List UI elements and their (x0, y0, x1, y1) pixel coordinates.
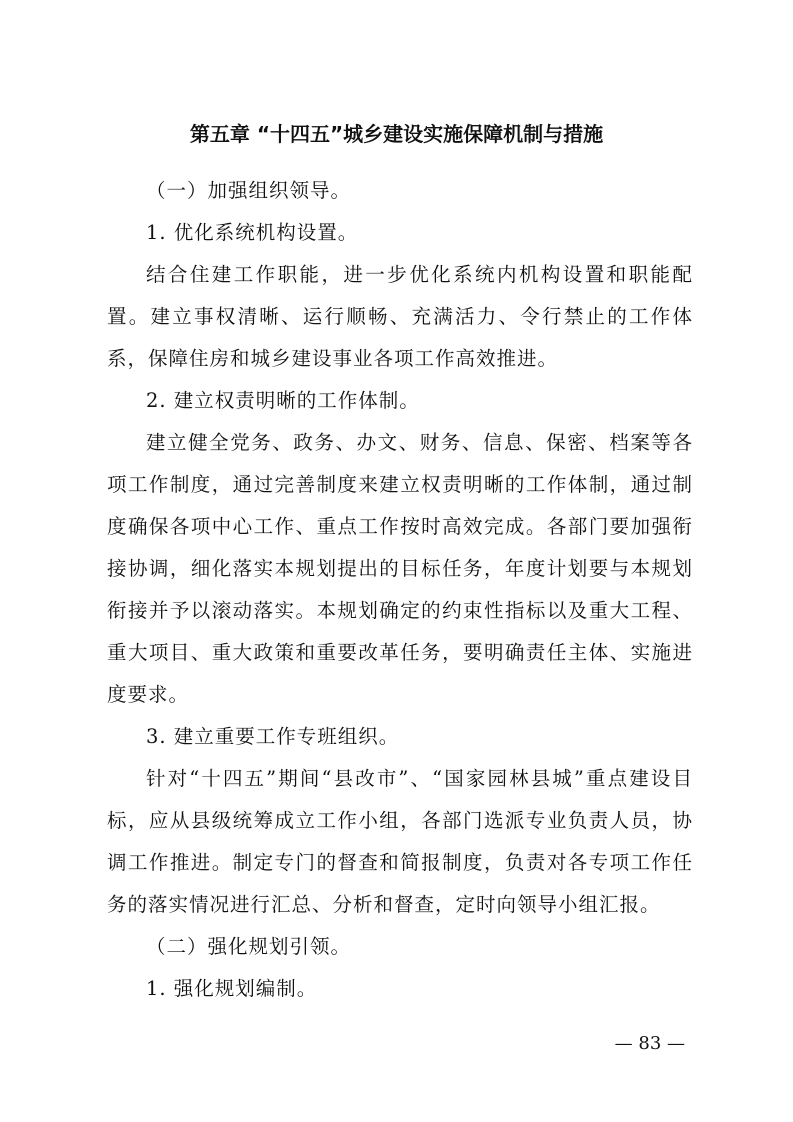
subsection-heading-1-1: 1. 优化系统机构设置。 (146, 221, 359, 244)
chapter-title: 第五章 “十四五”城乡建设实施保障机制与措施 (189, 122, 604, 146)
subsection-heading-1-3: 3. 建立重要工作专班组织。 (146, 725, 400, 748)
subsection-heading-2-1: 1. 强化规划编制。 (146, 977, 318, 1000)
section-heading-1: （一）加强组织领导。 (146, 179, 352, 202)
section-heading-2: （二）强化规划引领。 (146, 935, 352, 958)
paragraph-2: 建立健全党务、政务、办文、财务、信息、保密、档案等各项工作制度，通过完善制度来建立权责明晰的工作体制，通过制度确保各项中心工作、重点工作按时高效完成。各部门要加强衔接协调，细化落实本规划提出的目标任务，年度计划要与本规划衔接并予以滚动落实。本规划确定的约束性指标以及重大工程、重大项目、重大政策和重要改革任务，要明确责任主体、实施进度要求。 (107, 431, 693, 706)
document-body (107, 170, 693, 1010)
paragraph-1: 结合住建工作职能，进一步优化系统内机构设置和职能配置。建立事权清晰、运行顺畅、充满活力、令行禁止的工作体系，保障住房和城乡建设事业各项工作高效推进。 (107, 263, 693, 370)
paragraph-3: 针对“十四五”期间“县改市”、“国家园林县城”重点建设目标，应从县级统筹成立工作小组，各部门选派专业负责人员，协调工作推进。制定专门的督查和简报制度，负责对各专项工作任务的落实情况进行汇总、分析和督查，定时向领导小组汇报。 (107, 767, 693, 916)
page-number: — 83 — (614, 1033, 685, 1054)
subsection-heading-1-2: 2. 建立权责明晰的工作体制。 (146, 389, 420, 412)
